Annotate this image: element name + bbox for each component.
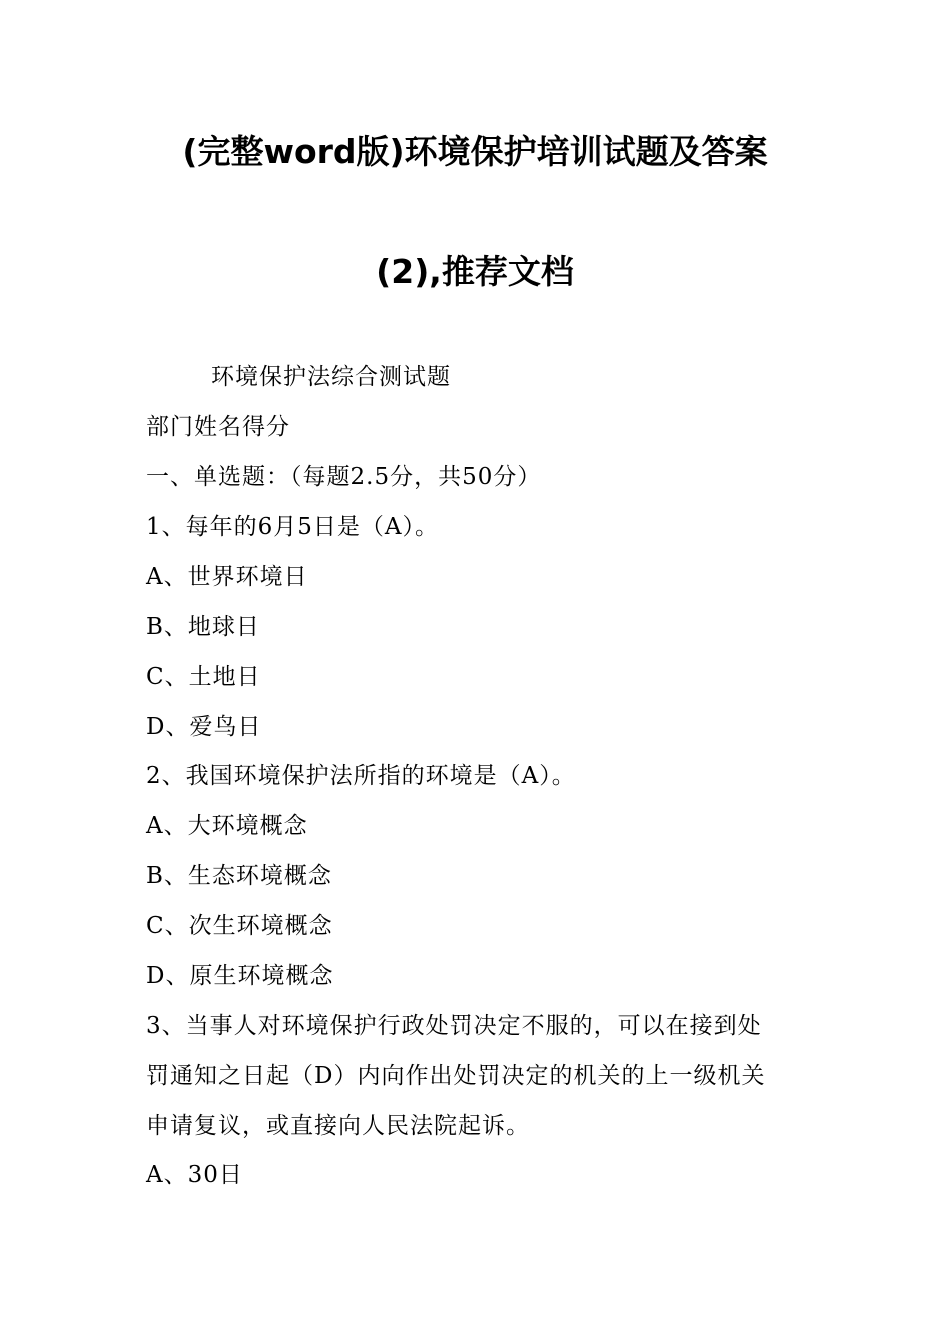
question-1-option-d: D、爱鸟日 <box>146 714 262 740</box>
question-2-option-c: C、次生环境概念 <box>146 913 333 939</box>
document-title-line-1: (完整word版)环境保护培训试题及答案 <box>182 132 768 171</box>
test-subtitle: 环境保护法综合测试题 <box>211 364 451 390</box>
question-1: 1、每年的6月5日是（A）。 <box>146 514 440 540</box>
question-3-line-1: 3、当事人对环境保护行政处罚决定不服的，可以在接到处 <box>146 1013 762 1039</box>
question-2: 2、我国环境保护法所指的环境是（A）。 <box>146 763 576 789</box>
question-2-option-d: D、原生环境概念 <box>146 963 334 989</box>
question-1-option-b: B、地球日 <box>146 614 260 640</box>
question-2-option-a: A、大环境概念 <box>146 813 308 839</box>
question-3-line-2: 罚通知之日起（D）内向作出处罚决定的机关的上一级机关 <box>146 1063 766 1089</box>
document-title-line-2: (2),推荐文档 <box>376 252 574 291</box>
question-2-option-b: B、生态环境概念 <box>146 863 332 889</box>
question-1-option-a: A、世界环境日 <box>146 564 308 590</box>
section-heading: 一、单选题：（每题2.5分，共50分） <box>146 464 542 490</box>
question-1-option-c: C、土地日 <box>146 664 261 690</box>
header-fields: 部门姓名得分 <box>146 414 290 440</box>
question-3-line-3: 申请复议，或直接向人民法院起诉。 <box>146 1113 530 1139</box>
question-3-option-a: A、30日 <box>146 1162 243 1188</box>
